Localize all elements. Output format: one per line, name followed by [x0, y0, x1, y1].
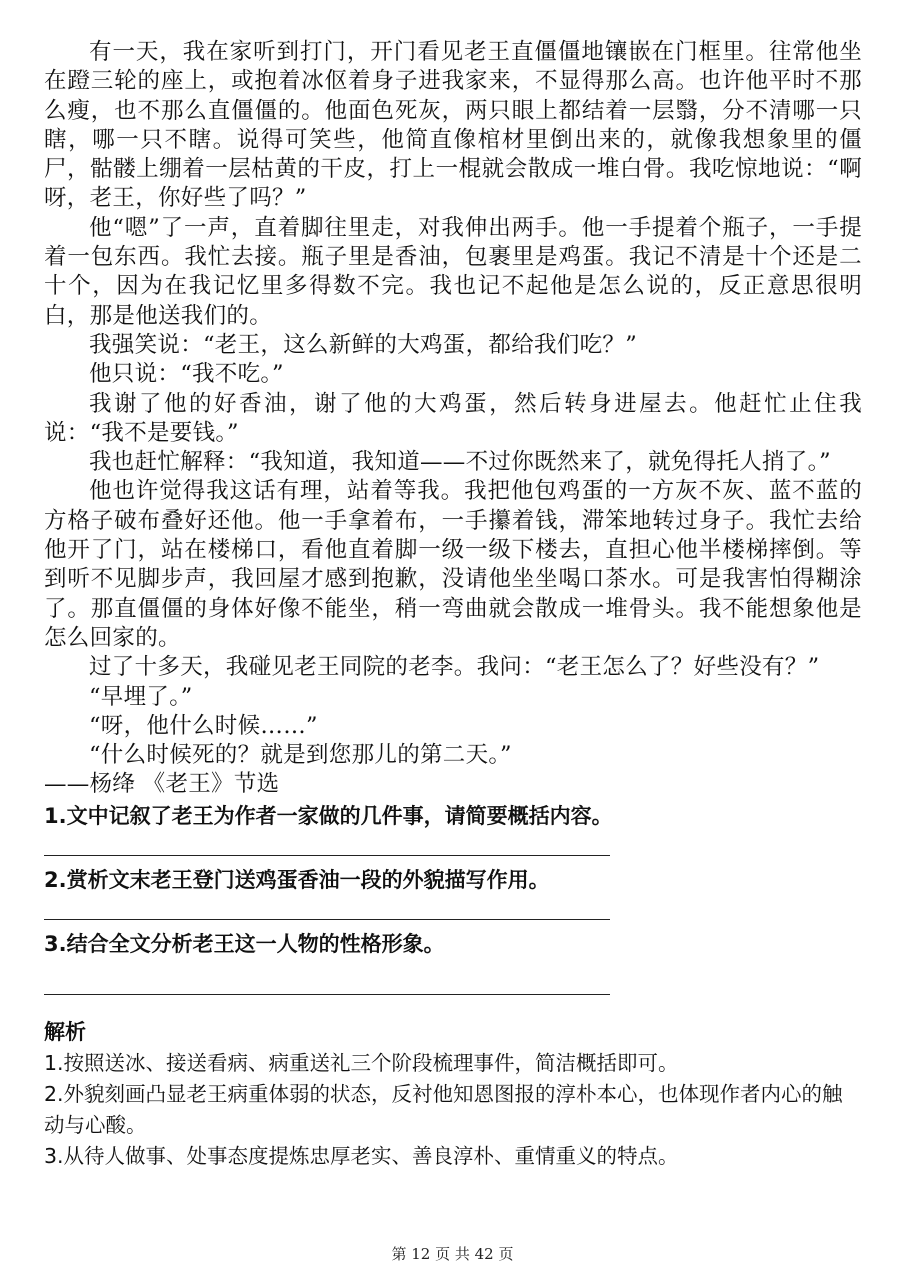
analysis-section: [44, 1016, 862, 1172]
passage-paragraph: 过了十多天，我碰见老王同院的老李。我问：“老王怎么了？好些没有？”: [89, 654, 820, 681]
passage-paragraph: 有一天，我在家听到打门，开门看见老王直僵僵地镶嵌在门框里。往常他坐在蹬三轮的座上，或抱着冰伛着身子进我家来，不显得那么高。也许他平时不那么瘦，也不那么直僵僵的。他面色死灰，两只眼上都结着一层翳，分不清哪一只瞎，哪一只不瞎。说得可笑些，他简直像棺材里倒出来的，就像我想象里的僵尸，骷髅上绷着一层枯黄的干皮，打上一棍就会散成一堆白骨。我吃惊地说：“啊呀，老王，你好些了吗？”: [44, 39, 862, 212]
analysis-heading: 解析: [44, 1020, 86, 1044]
question-1: 1.文中记叙了老王为作者一家做的几件事，请简要概括内容。: [44, 804, 613, 828]
passage-paragraph: 他“嗯”了一声，直着脚往里走，对我伸出两手。他一手提着个瓶子，一手提着一包东西。我忙去接。瓶子里是香油，包裹里是鸡蛋。我记不清是十个还是二十个，因为在我记忆里多得数不完。我也记不起他是怎么说的，反正意思很明白，那是他送我们的。: [44, 214, 862, 329]
passage-paragraph: “什么时候死的？就是到您那儿的第二天。”: [89, 742, 512, 769]
reading-passage: [44, 38, 862, 800]
answer-line-1[interactable]: [44, 855, 610, 856]
answer-line-3[interactable]: [44, 994, 610, 995]
passage-paragraph: 我强笑说：“老王，这么新鲜的大鸡蛋，都给我们吃？”: [89, 331, 638, 358]
passage-attribution: ——杨绛 《老王》节选: [44, 771, 280, 798]
passage-paragraph: 我也赶忙解释：“我知道，我知道——不过你既然来了，就免得托人捎了。”: [89, 449, 831, 476]
passage-paragraph: “呀，他什么时候……”: [89, 712, 318, 739]
question-2: 2.赏析文末老王登门送鸡蛋香油一段的外貌描写作用。: [44, 868, 550, 892]
passage-paragraph: 他也许觉得我这话有理，站着等我。我把他包鸡蛋的一方灰不灰、蓝不蓝的方格子破布叠好还他。他一手拿着布，一手攥着钱，滞笨地转过身子。我忙去给他开了门，站在楼梯口，看他直着脚一级一级下楼去，直担心他半楼梯摔倒。等到听不见脚步声，我回屋才感到抱歉，没请他坐坐喝口茶水。可是我害怕得糊涂了。那直僵僵的身体好像不能坐，稍一弯曲就会散成一堆骨头。我不能想象他是怎么回家的。: [44, 478, 862, 651]
question-3: 3.结合全文分析老王这一人物的性格形象。: [44, 932, 445, 956]
passage-paragraph: 他只说：“我不吃。”: [89, 361, 284, 388]
answer-line-2[interactable]: [44, 919, 610, 920]
passage-paragraph: “早埋了。”: [89, 683, 193, 710]
page-number: 第 12 页 共 42 页: [391, 1245, 514, 1263]
analysis-item: 2.外貌刻画凸显老王病重体弱的状态，反衬他知恩图报的淳朴本心，也体现作者内心的触动与心酸。: [44, 1082, 843, 1137]
analysis-item: 1.按照送冰、接送看病、病重送礼三个阶段梳理事件，简洁概括即可。: [44, 1051, 679, 1075]
passage-paragraph: 我谢了他的好香油，谢了他的大鸡蛋，然后转身进屋去。他赶忙止住我说：“我不是要钱。”: [44, 390, 862, 446]
analysis-item: 3.从待人做事、处事态度提炼忠厚老实、善良淳朴、重情重义的特点。: [44, 1144, 679, 1168]
questions-section: [44, 802, 862, 1005]
